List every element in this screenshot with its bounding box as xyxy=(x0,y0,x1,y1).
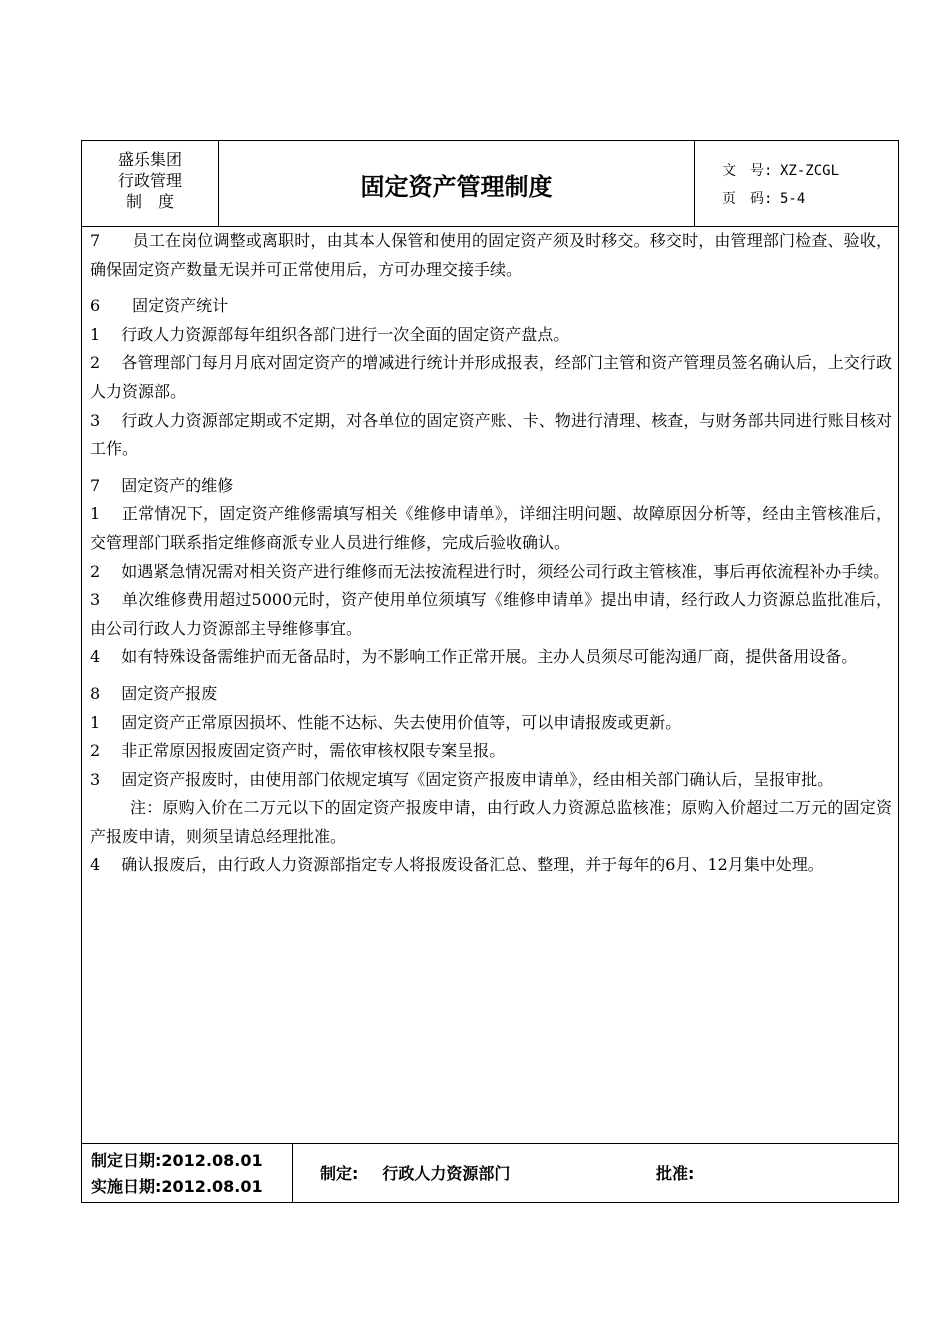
document-footer xyxy=(82,1143,898,1202)
org-line: 制 度 xyxy=(125,192,174,211)
impl-date-row xyxy=(91,1174,292,1200)
maker-block xyxy=(320,1161,510,1184)
document-title: 固定资产管理制度 xyxy=(219,141,695,227)
section-heading: 7 固定资产的维修 xyxy=(90,475,234,495)
paragraph: 3 固定资产报废时，由使用部门依规定填写《固定资产报废申请单》，经由相关部门确认后，呈报审批。 xyxy=(90,769,834,789)
note-paragraph: 注：原购入价在二万元以下的固定资产报废申请，由行政人力资源总监核准；原购入价超过二万元的固定资产报废申请，则须呈请总经理批准。 xyxy=(90,798,892,846)
doc-number-row xyxy=(722,157,898,185)
paragraph: 4 如有特殊设备需维护而无备品时，为不影响工作正常开展。主办人员须尽可能沟通厂商，提供备用设备。 xyxy=(90,647,858,667)
paragraph: 3 行政人力资源部定期或不定期，对各单位的固定资产账、卡、物进行清理、核查，与财务部共同进行账目核对工作。 xyxy=(90,410,892,459)
paragraph: 2 各管理部门每月月底对固定资产的增减进行统计并形成报表，经部门主管和资产管理员签名确认后，上交行政人力资源部。 xyxy=(90,353,892,401)
paragraph: 4 确认报废后，由行政人力资源部指定专人将报废设备汇总、整理，并于每年的6月、12月集中处理。 xyxy=(90,855,824,875)
made-date-label: 制定日期: xyxy=(91,1151,162,1170)
dates-block xyxy=(82,1144,293,1202)
maker: 行政人力资源部门 xyxy=(382,1164,511,1183)
doc-number: XZ-ZCGL xyxy=(780,163,840,179)
section-heading: 6 固定资产统计 xyxy=(90,296,229,316)
maker-label: 制定: xyxy=(320,1164,359,1183)
doc-number-label: 文 号: xyxy=(722,163,773,179)
paragraph: 2 如遇紧急情况需对相关资产进行维修而无法按流程进行时，须经公司行政主管核准，事后再依流程补办手续。 xyxy=(90,561,890,581)
doc-meta xyxy=(695,141,898,227)
page-number: 5-4 xyxy=(780,191,806,207)
paragraph: 2 非正常原因报废固定资产时，需依审核权限专案呈报。 xyxy=(90,741,506,761)
paragraph: 1 固定资产正常原因损坏、性能不达标、失去使用价值等，可以申请报废或更新。 xyxy=(90,712,682,732)
approve-label: 批准: xyxy=(656,1164,695,1183)
org-block xyxy=(82,141,219,227)
paragraph: 1 正常情况下，固定资产维修需填写相关《维修申请单》，详细注明问题、故障原因分析等，经由主管核准后，交管理部门联系指定维修商派专业人员进行维修，完成后验收确认。 xyxy=(90,504,892,552)
page-number-label: 页 码: xyxy=(722,191,773,207)
org-line: 盛乐集团 xyxy=(117,150,182,169)
document-body xyxy=(90,227,892,880)
section-heading: 8 固定资产报废 xyxy=(90,683,218,703)
paragraph: 3 单次维修费用超过5000元时，资产使用单位须填写《维修申请单》提出申请，经行政人力资源总监批准后，由公司行政人力资源部主导维修事宜。 xyxy=(90,590,892,638)
made-date: 2012.08.01 xyxy=(161,1151,263,1170)
page-number-row xyxy=(722,185,898,213)
document-frame xyxy=(81,140,899,1203)
paragraph: 7 员工在岗位调整或离职时，由其本人保管和使用的固定资产须及时移交。移交时，由管理部门检查、验收，确保固定资产数量无误并可正常使用后，方可办理交接手续。 xyxy=(90,231,892,279)
impl-date: 2012.08.01 xyxy=(161,1177,263,1196)
document-header xyxy=(82,141,898,227)
paragraph: 1 行政人力资源部每年组织各部门进行一次全面的固定资产盘点。 xyxy=(90,324,570,344)
impl-date-label: 实施日期: xyxy=(91,1177,162,1196)
org-line: 行政管理 xyxy=(117,171,182,190)
made-date-row xyxy=(91,1148,292,1174)
